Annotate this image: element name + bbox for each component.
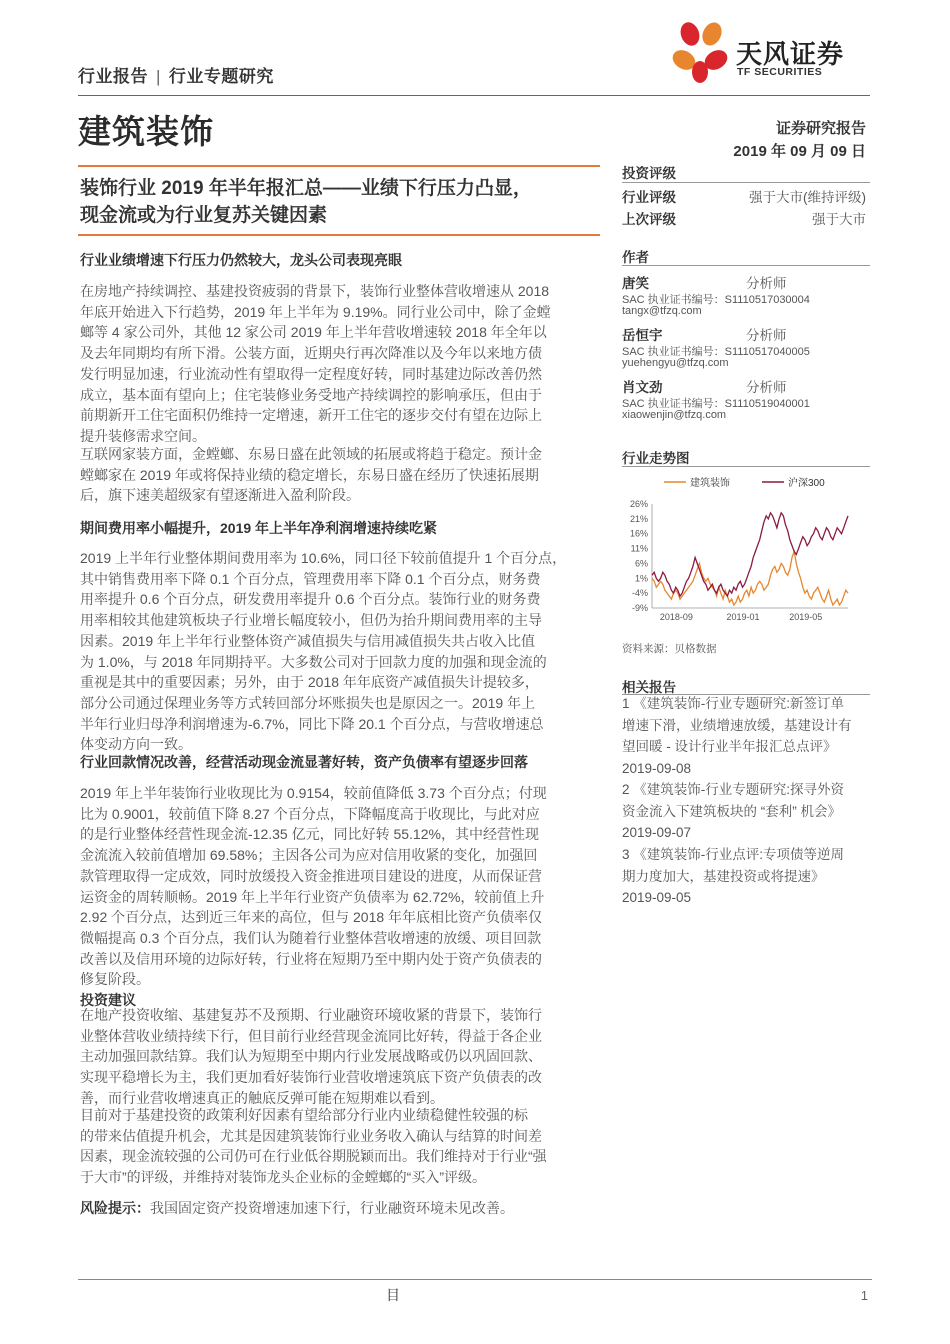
paragraph-line: 修复阶段。 xyxy=(80,971,150,988)
paragraph-line: 前期新开工住宅面积仍维持一定增速，新开工住宅的逐步交付有望在边际上 xyxy=(80,407,542,424)
section-paragraph xyxy=(80,1105,600,1188)
report-title xyxy=(80,175,620,229)
tf-securities-logo-icon xyxy=(668,20,734,84)
paragraph-line: 提升装修需求空间。 xyxy=(80,427,206,444)
page-number: 1 xyxy=(860,1288,868,1303)
related-report-item[interactable] xyxy=(622,779,870,844)
related-report-line: 期力度加大，基建投资或将提速》 xyxy=(622,868,825,884)
industry-title: 建筑装饰 xyxy=(78,113,214,150)
paragraph-line: 用率提升 0.6 个百分点，研发费用率提升 0.6 个百分点。装饰行业的财务费 xyxy=(80,591,541,608)
title-top-rule xyxy=(78,165,600,167)
paragraph-line: 重视是其中的重要因素；另外，由于 2018 年年底资产减值损失计提较多， xyxy=(80,674,539,691)
authors-section-title: 作者 xyxy=(622,250,649,265)
paragraph-line: 因素。2019 年上半年行业整体资产减值损失与信用减值损失共占收入比值 xyxy=(80,632,536,649)
related-report-date: 2019-09-07 xyxy=(622,825,692,840)
paragraph-line: 年底开始进入下行趋势，2019 年上半年为 9.19%。同行业公司中，除了金螳 xyxy=(80,303,551,320)
paragraph-line: 为 1.0%，与 2018 年同期持平。大多数公司对于回款力度的加强和现金流的 xyxy=(80,653,547,670)
related-report-item[interactable] xyxy=(622,693,870,779)
author-email[interactable]: tangx@tfzq.com xyxy=(622,305,702,317)
industry-trend-chart xyxy=(622,470,872,632)
y-tick-label: 1% xyxy=(634,573,648,584)
logo-text-en: TF SECURITIES xyxy=(737,66,823,78)
report-title-line: 现金流或为行业复苏关键因素 xyxy=(80,205,328,226)
y-tick-label: -4% xyxy=(631,588,648,599)
breadcrumb-report-subtype: 行业专题研究 xyxy=(168,67,274,86)
legend-label: 沪深300 xyxy=(788,478,825,489)
risk-text: 我国固定资产投资增速加速下行，行业融资环境未见改善。 xyxy=(150,1200,514,1216)
previous-rating-value: 强于大市 xyxy=(812,212,866,227)
chart-source: 资料来源：贝格数据 xyxy=(622,643,717,655)
related-report-line: 资金流入下建筑板块的 “套利” 机会》 xyxy=(622,803,841,819)
series-line xyxy=(652,513,848,596)
paragraph-line: 的是行业整体经营性现金流-12.35 亿元，同比好转 55.12%，其中经营性现 xyxy=(80,826,539,843)
section-paragraph xyxy=(80,1005,600,1109)
x-tick-label: 2019-05 xyxy=(789,612,823,622)
paragraph-line: 2019 年上半年装饰行业收现比为 0.9154，较前值降低 3.73 个百分点；付现 xyxy=(80,785,547,801)
industry-rating-value: 强于大市(维持评级) xyxy=(749,190,866,205)
paragraph-line: 因素，现金流较强的公司仍可在行业低谷期脱颖而出。我们维持对于行业“强 xyxy=(80,1148,547,1165)
related-report-line: 望回暖 - 设计行业半年报汇总点评》 xyxy=(622,739,837,754)
author-certificate: SAC 执业证书编号：S1110517040005 xyxy=(622,346,810,358)
author-certificate: SAC 执业证书编号：S1110519040001 xyxy=(622,398,810,410)
footer-divider xyxy=(78,1279,872,1280)
paragraph-line: 微幅提高 0.3 个百分点，我们认为随着行业整体营收增速的放缓、项目回款 xyxy=(80,929,542,946)
author-email[interactable]: xiaowenjin@tfzq.com xyxy=(622,409,727,421)
author-name: 岳恒宇 xyxy=(622,328,663,343)
authors-divider xyxy=(622,265,870,266)
section-paragraph xyxy=(80,548,600,755)
related-section-title: 相关报告 xyxy=(622,680,676,695)
paragraph-line: 用率相较其他建筑板块子行业增长幅度较小，但仍为抬升期间费用率的主导 xyxy=(80,612,542,629)
related-report-line: 1 《建筑装饰-行业专题研究:新签订单 xyxy=(622,696,845,711)
logo-text-cn: 天风证券 xyxy=(736,39,845,69)
x-tick-label: 2018-09 xyxy=(659,612,693,622)
author-role: 分析师 xyxy=(746,276,787,291)
breadcrumb-separator: | xyxy=(156,67,161,86)
report-type: 证券研究报告 xyxy=(775,120,866,137)
industry-rating-label: 行业评级 xyxy=(622,190,676,205)
related-report-line: 3 《建筑装饰-行业点评:专项债等逆周 xyxy=(622,847,845,862)
previous-rating-label: 上次评级 xyxy=(622,212,676,227)
paragraph-line: 及去年同期均有所下滑。公装方面，近期央行再次降准以及今年以来地方债 xyxy=(80,345,542,362)
paragraph-line: 其中销售费用率下降 0.1 个百分点，管理费用率下降 0.1 个百分点，财务费 xyxy=(80,570,541,587)
footer-glyph: 目 xyxy=(386,1287,400,1303)
y-tick-label: 6% xyxy=(634,558,648,569)
risk-label: 风险提示： xyxy=(80,1200,150,1216)
trend-divider xyxy=(622,466,870,467)
paragraph-line: 发行明显加速，行业流动性有望取得一定程度好转，同时基建边际改善仍然 xyxy=(80,365,542,382)
section-heading: 期间费用率小幅提升，2019 年上半年净利润增速持续吃紧 xyxy=(80,520,438,536)
legend-label: 建筑装饰 xyxy=(690,478,730,489)
author-role: 分析师 xyxy=(746,328,787,343)
author-name: 唐笑 xyxy=(622,276,649,291)
rating-divider xyxy=(622,182,870,183)
x-tick-label: 2019-01 xyxy=(726,612,760,622)
section-heading: 行业业绩增速下行压力仍然较大，龙头公司表现亮眼 xyxy=(80,252,402,268)
related-report-item[interactable] xyxy=(622,844,870,909)
paragraph-line: 互联网家装方面，金螳螂、东易日盛在此领域的拓展或将趋于稳定。预计金 xyxy=(80,446,542,462)
breadcrumb-report-type: 行业报告 xyxy=(78,67,148,86)
paragraph-line: 体变动方向一致。 xyxy=(80,736,192,753)
trend-section-title: 行业走势图 xyxy=(622,451,690,466)
paragraph-line: 螂等 4 家公司外，其他 12 家公司 2019 年上半年营收增速较 2018 年全年以 xyxy=(80,324,547,341)
paragraph-line: 改善以及信用环境的边际好转，行业将在短期乃至中期内处于资产负债表的 xyxy=(80,950,542,967)
header-divider xyxy=(78,95,870,96)
risk-warning xyxy=(80,1198,600,1219)
section-heading: 投资建议 xyxy=(80,992,136,1008)
section-paragraph xyxy=(80,783,600,990)
paragraph-line: 运资金的周转顺畅。2019 年上半年行业资产负债率为 62.72%，较前值上升 xyxy=(80,888,545,905)
previous-rating-row xyxy=(622,208,866,228)
paragraph-line: 在房地产持续调控、基建投资疲弱的背景下，装饰行业整体营收增速从 2018 xyxy=(80,283,550,299)
report-date: 2019 年 09 月 09 日 xyxy=(733,143,866,160)
report-title-line: 装饰行业 2019 年半年报汇总——业绩下行压力凸显， xyxy=(80,178,532,199)
paragraph-line: 2.92 个百分点，达到近三年来的高位，但与 2018 年年底相比资产负债率仅 xyxy=(80,909,543,926)
paragraph-line: 后，旗下速美超级家有望逐渐进入盈利阶段。 xyxy=(80,487,360,504)
related-report-date: 2019-09-05 xyxy=(622,890,692,905)
related-report-line: 增速下滑，业绩增速放缓，基建设计有 xyxy=(622,717,852,733)
paragraph-line: 比为 0.9001，较前值下降 8.27 个百分点，下降幅度高于收现比，与此对应 xyxy=(80,805,540,822)
paragraph-line: 善，而行业营收增速真正的触底反弹可能在短期难以看到。 xyxy=(80,1089,444,1106)
breadcrumb xyxy=(78,62,274,87)
paragraph-line: 螳螂家在 2019 年或将保持业绩的稳定增长，东易日盛在经历了快速拓展期 xyxy=(80,466,539,483)
paragraph-line: 2019 上半年行业整体期间费用率为 10.6%，同口径下较前值提升 1 个百分点， xyxy=(80,550,567,566)
related-report-line: 2 《建筑装饰-行业专题研究:探寻外资 xyxy=(622,782,845,797)
author-role: 分析师 xyxy=(746,380,787,395)
section-heading: 行业回款情况改善，经营活动现金流显著好转，资产负债率有望逐步回落 xyxy=(80,754,528,770)
paragraph-line: 业整体营收业绩持续下行，但目前行业经营现金流同比好转，得益于各企业 xyxy=(80,1027,542,1044)
y-tick-label: 21% xyxy=(629,513,648,524)
y-tick-label: 11% xyxy=(630,543,648,554)
author-email[interactable]: yuehengyu@tfzq.com xyxy=(622,357,729,369)
industry-rating-row xyxy=(622,186,866,206)
y-tick-label: 26% xyxy=(629,499,648,509)
title-bottom-rule xyxy=(78,234,600,236)
paragraph-line: 目前对于基建投资的政策利好因素有望给部分行业内业绩稳健性较强的标 xyxy=(80,1107,528,1123)
series-line xyxy=(652,552,848,606)
paragraph-line: 实现平稳增长为主，我们更加看好装饰行业营收增速筑底下资产负债表的改 xyxy=(80,1069,542,1086)
paragraph-line: 于大市”的评级，并维持对装饰龙头企业标的金螳螂的“买入”评级。 xyxy=(80,1169,486,1186)
section-paragraph xyxy=(80,444,600,506)
author-certificate: SAC 执业证书编号：S1110517030004 xyxy=(622,294,810,306)
paragraph-line: 金流流入较前值增加 69.58%；主因各公司为应对信用收紧的变化，加强回 xyxy=(80,847,538,864)
y-tick-label: 16% xyxy=(629,528,648,539)
paragraph-line: 的带来估值提升机会，尤其是因建筑装饰行业业务收入确认与结算的时间差 xyxy=(80,1127,542,1144)
paragraph-line: 部分公司通过保理业务等方式转回部分坏账损失也是原因之一。2019 年上 xyxy=(80,694,536,711)
paragraph-line: 成立，基本面有望向上；住宅装修业务受地产持续调控的影响承压，但由于 xyxy=(80,386,542,403)
paragraph-line: 款管理取得一定成效，同时放缓投入资金推进项目建设的进度，从而保证营 xyxy=(80,867,542,884)
author-name: 肖文劲 xyxy=(622,380,663,395)
paragraph-line: 半年行业归母净利润增速为-6.7%，同比下降 20.1 个百分点，与营收增速总 xyxy=(80,715,544,732)
rating-section-title: 投资评级 xyxy=(622,166,676,181)
section-paragraph xyxy=(80,281,600,447)
related-report-date: 2019-09-08 xyxy=(622,760,692,776)
y-tick-label: -9% xyxy=(631,603,648,613)
paragraph-line: 在地产投资收缩、基建复苏不及预期、行业融资环境收紧的背景下，装饰行 xyxy=(80,1007,542,1023)
paragraph-line: 主动加强回款结算。我们认为短期至中期内行业发展战略或仍以巩固回款、 xyxy=(80,1048,542,1065)
